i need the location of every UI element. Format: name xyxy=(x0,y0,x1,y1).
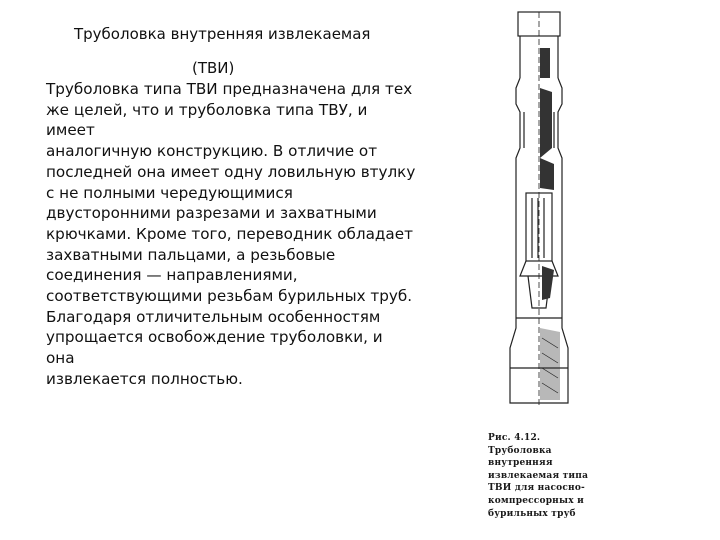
tool-technical-drawing xyxy=(480,8,600,428)
slide-title-abbreviation: (ТВИ) xyxy=(192,59,235,77)
description-paragraph: Труболовка типа ТВИ предназначена для тех же целей, что и труболовка типа ТВУ, и имеет аналогичную конструкцию. В отличие от последней она имеет одну ловильную втулку с не полными чередующимися двусторонними разрезами и захватными крючками. Кроме того, переводник обладает захватными пальцами, а резьбовые соединения — направлениями, соответствующими резьбам бурильных труб. Благодаря отличительным особенностям упрощается освобождение труболовки, и она извлекается полностью. xyxy=(46,80,416,388)
figure-caption: Рис. 4.12. Труболовка внутренняя извлекаемая типа ТВИ для насосно- компрессорных и бурильных труб xyxy=(488,433,589,519)
slide-title: Труболовка внутренняя извлекаемая xyxy=(74,25,371,43)
